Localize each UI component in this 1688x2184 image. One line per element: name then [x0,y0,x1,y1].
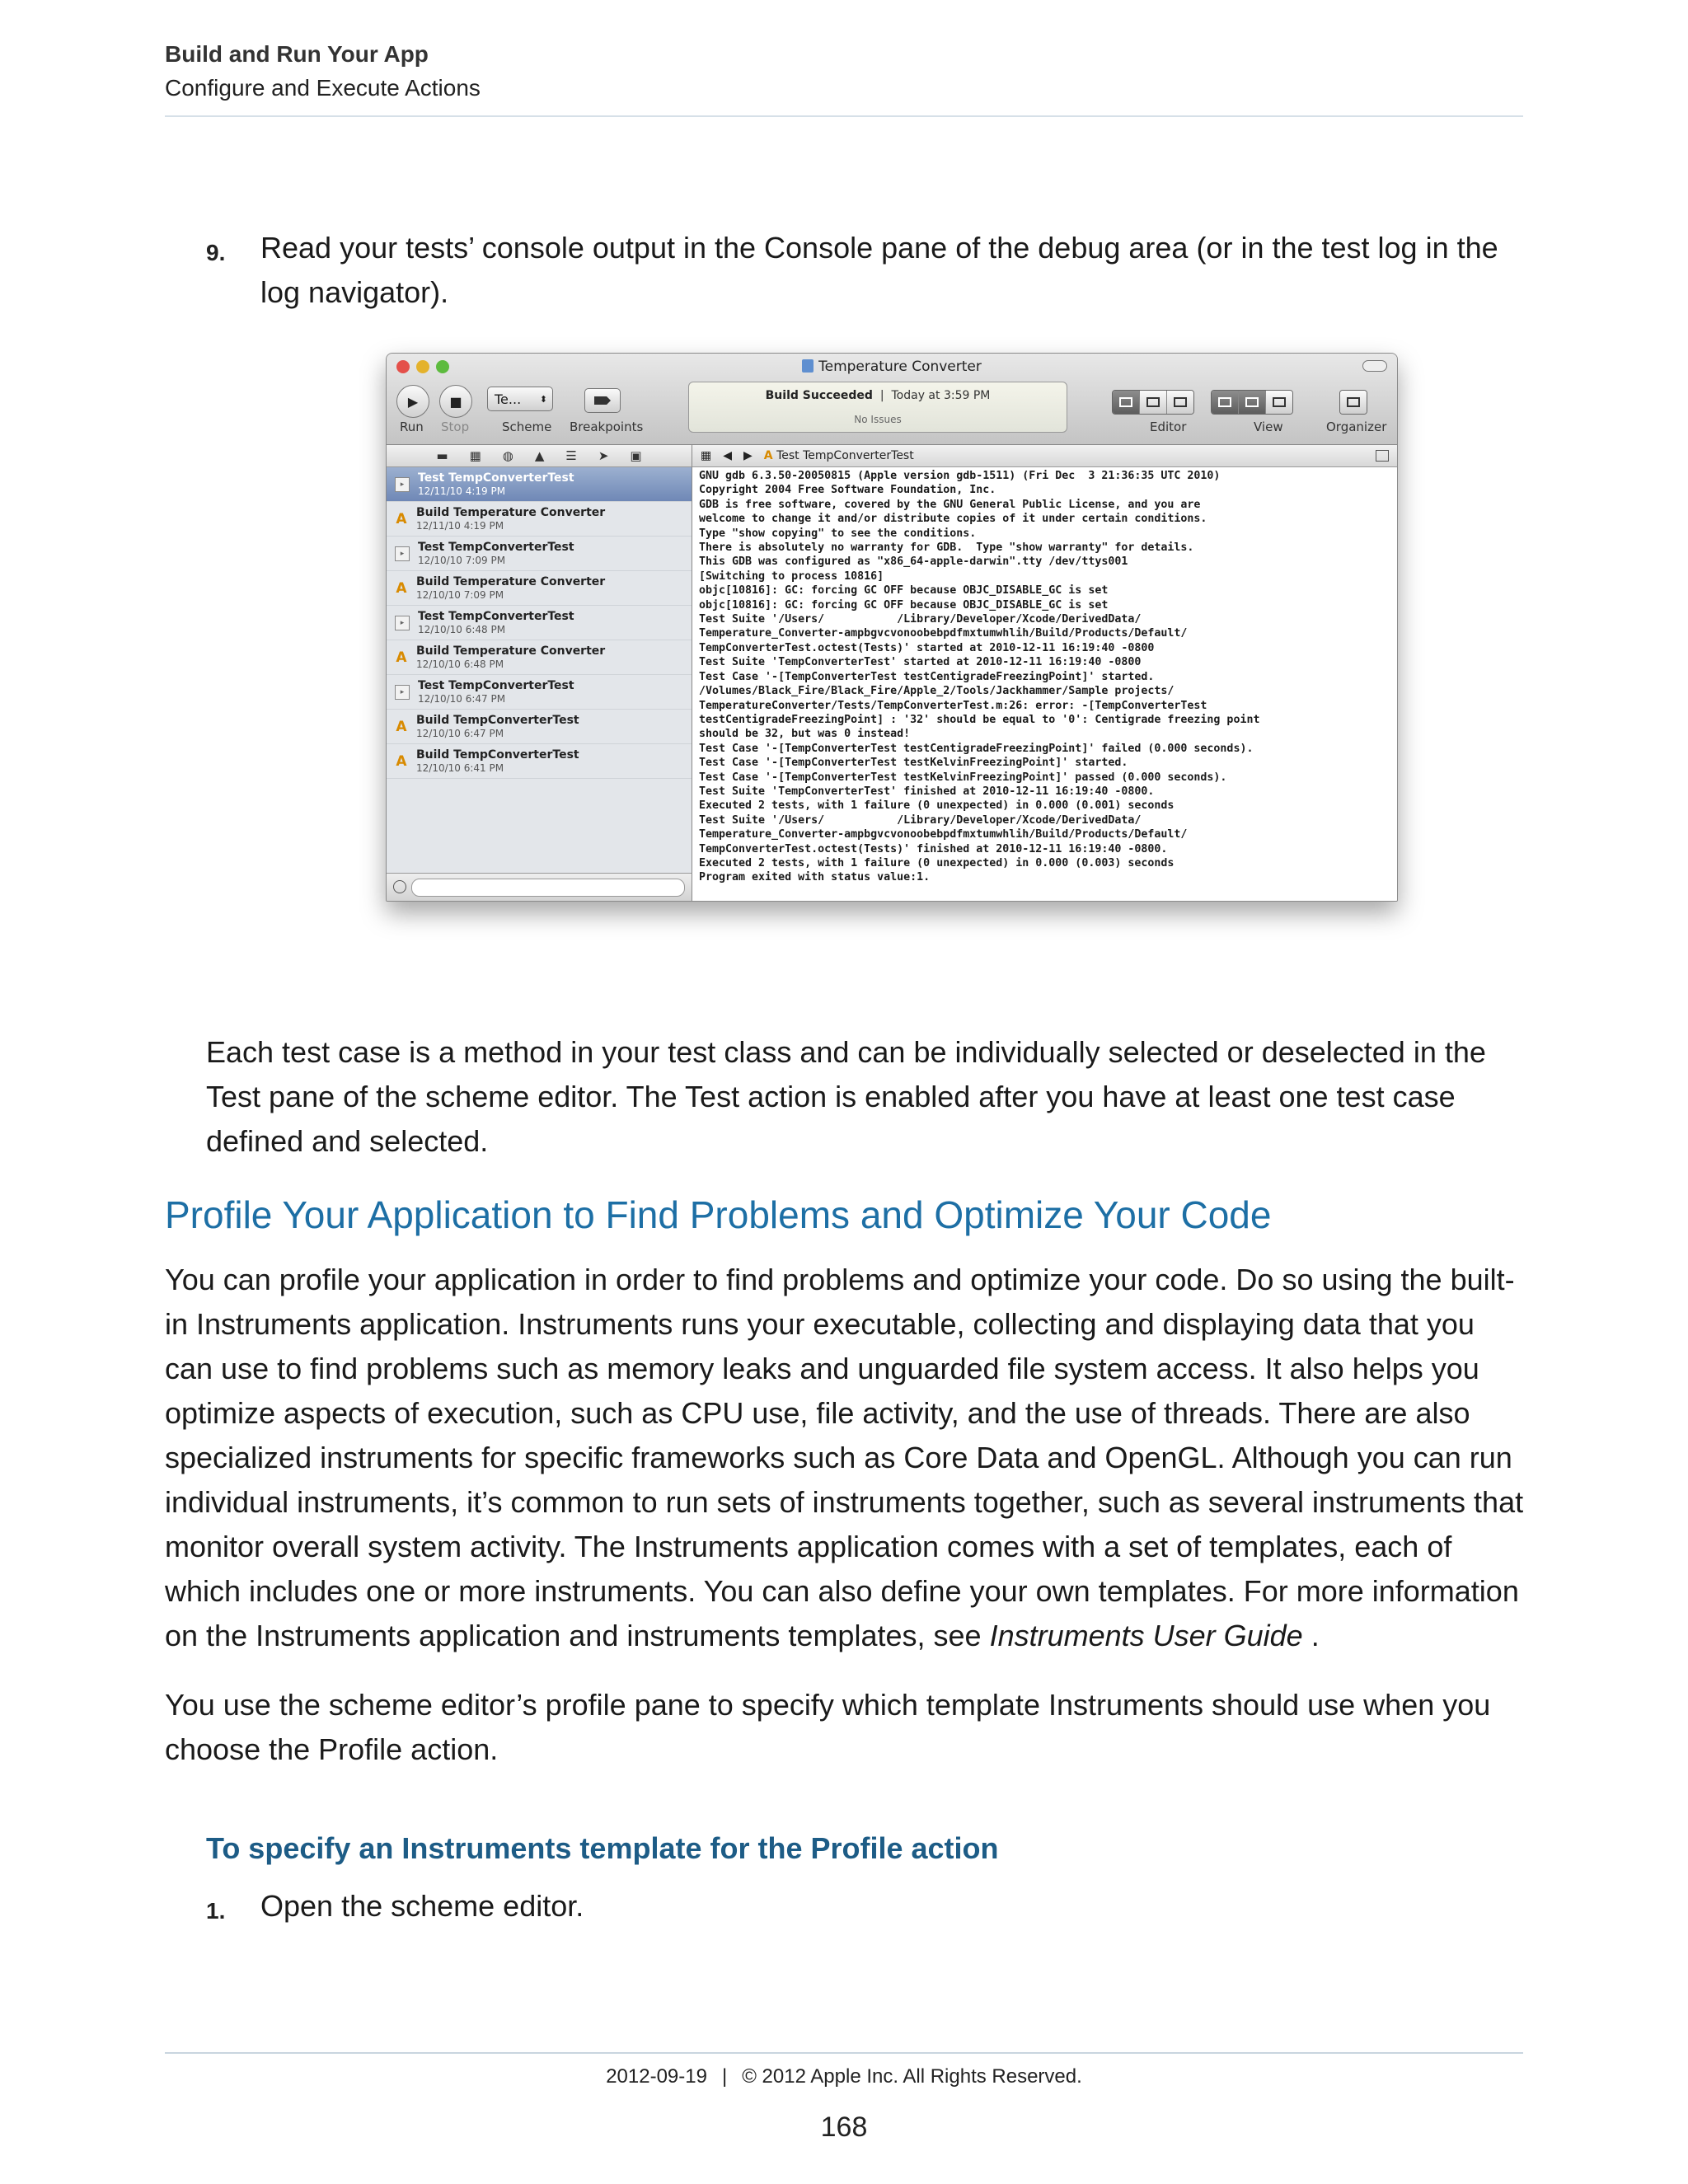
back-arrow-icon[interactable]: ◀ [723,449,733,462]
split-view-icon[interactable] [1376,450,1389,462]
footer: 2012-09-19 | © 2012 Apple Inc. All Rights Reserved. [606,2065,1082,2088]
build-icon: A [396,510,407,527]
test-icon: ▸ [395,546,410,561]
breakpoints-button[interactable] [584,388,621,413]
view-segmented-control[interactable] [1211,390,1293,415]
step-1 [206,1884,1525,1933]
recent-icon[interactable] [393,880,406,893]
test-icon: ▸ [395,685,410,700]
project-icon [802,359,814,373]
log-item-date: 12/10/10 6:48 PM [418,623,506,635]
build-icon: A [396,649,407,666]
chapter-title: Build and Run Your App [165,41,429,67]
step-text: Open the scheme editor. [260,1889,584,1923]
log-item-title: Test TempConverterTest [418,540,574,554]
section-heading: Profile Your Application to Find Problems and Optimize Your Code [165,1193,1272,1236]
build-status: Build Succeeded [765,389,873,402]
stop-label: Stop [441,419,470,434]
section-name: Configure and Execute Actions [165,75,481,101]
jump-bar [692,445,1397,467]
paragraph-profile-pane: You use the scheme editor’s profile pane to specify which template Instruments should use when you choose the Profile action. [165,1688,1491,1766]
run-button[interactable] [396,385,429,418]
version-editor-icon[interactable] [1167,391,1193,414]
log-item-title: Test TempConverterTest [418,609,574,623]
symbol-icon[interactable]: ▦ [469,448,481,463]
jump-bar-item[interactable]: Test TempConverterTest [776,449,914,462]
log-item[interactable] [387,640,692,675]
paragraph-profile-intro: You can profile your application in order to find problems and optimize your code. Do so using the built-in Instruments application. Instruments runs your executable, collecting and displaying data that you can use to find problems such as memory leaks and unguarded file system access. It also helps you optimize aspects of execution, such as CPU use, file activity, and the use of threads. There are also specialized instruments for specific frameworks such as Core Data and OpenGL. Although you can run individual instruments, it’s common to run sets of instruments together, such as several instruments that monitor overall system activity. The Instruments application comes with a set of templates, each of which includes one or more instruments. You can also define your own templates. For more information on the Instruments application and instruments templates, see Instruments User Guide . [165,1263,1524,1652]
paragraph-test-case: Each test case is a method in your test class and can be individually selected or deselected in the Test pane of the scheme editor. The Test action is enabled after you have at least one test case defined and selected. [206,1035,1486,1158]
breakpoint-nav-icon[interactable]: ➤ [598,448,609,463]
test-icon: ▸ [395,477,410,492]
issue-icon[interactable]: ▲ [534,448,545,463]
log-item[interactable] [387,710,692,744]
log-item[interactable] [387,744,692,779]
log-item-title: Build TempConverterTest [416,713,579,727]
log-item-title: Test TempConverterTest [418,678,574,692]
log-item-date: 12/10/10 6:47 PM [418,692,506,705]
toolbar-toggle-button[interactable] [1362,360,1387,372]
play-icon: ▶ [407,393,419,410]
scheme-label: Scheme [502,419,552,434]
navigator-selector-bar [387,445,692,467]
build-icon: A [396,752,407,770]
log-icon[interactable]: ▣ [630,448,642,463]
instruments-guide-reference[interactable]: Instruments User Guide [989,1619,1303,1652]
search-icon[interactable]: ◍ [502,448,513,463]
build-icon: A [396,579,407,597]
list-icon[interactable]: ☰ [565,448,577,463]
log-item[interactable] [387,537,692,571]
filter-input[interactable] [411,879,685,897]
log-item-title: Build Temperature Converter [416,505,606,519]
log-item[interactable] [387,675,692,710]
task-heading: To specify an Instruments template for the Profile action [206,1831,999,1865]
updown-chevron-icon: ⬍ [539,394,547,405]
page-number: 168 [820,2111,868,2143]
log-item[interactable] [387,571,692,606]
organizer-label: Organizer [1326,419,1387,434]
log-item-title: Build Temperature Converter [416,574,606,588]
window-title: Temperature Converter [387,359,1397,375]
test-icon: ▸ [395,616,410,630]
folder-icon[interactable]: ▬ [436,448,448,463]
log-item-date: 12/10/10 6:47 PM [416,727,504,739]
standard-editor-icon[interactable] [1113,391,1140,414]
editor-label: Editor [1150,419,1187,434]
footer-rule [165,2052,1523,2054]
log-navigator [387,467,692,873]
step-number: 9. [206,240,226,265]
breakpoint-icon [594,396,611,405]
window-toolbar [387,354,1397,445]
step-9 [206,226,1525,315]
log-item[interactable] [387,467,692,502]
log-item-date: 12/11/10 4:19 PM [418,485,506,497]
log-item-date: 12/10/10 6:48 PM [416,658,504,670]
utilities-toggle-icon[interactable] [1266,391,1292,414]
navigator-filter-bar [387,873,692,902]
console-pane[interactable] [692,467,1397,901]
console-output: GNU gdb 6.3.50-20050815 (Apple version gdb-1511) (Fri Dec 3 21:36:35 UTC 2010) Copyright 2004 Free Software Foundation, Inc. GDB is free software, covered by the GNU General Public License, and you are welcome to change it and/or distribute copies of it under certain conditions. Type "show copying" to see the conditions. There is absolutely no warranty for GDB. Type "show warranty" for details. This GDB was configured as "x86_64-apple-darwin".tty /dev/ttys001 [Switching to process 10816] objc[10816]: GC: forcing GC OFF because OBJC_DISABLE_GC is set objc[10816]: GC: forcing GC OFF because OBJC_DISABLE_GC is set Test Suite '/Users/ /Library/Developer/Xcode/DerivedData/ Temperature_Converter-ampbgvcvonoobebpdfmxtumwhlih/Build/Products/Default/ TempConverterTest.octest(Tests)' started at 2010-12-11 16:19:40 -0800 Test Suite 'TempConverterTest' started at 2010-12-11 16:19:40 -0800 Test Case '-[TempConverterTest testCentigradeFreezingPoint]' started. /Volumes/Black_Fire/Black_Fire/Apple_2/Tools/Jackhammer/Sample projects/ TemperatureConverter/Tests/TempConverterTest.m:26: error: -[TempConverterTest testCentigradeFreezingPoint] : '32' should be equal to '0': Centigrade freezing point should be 32, but was 0 instead! Test Case '-[TempConverterTest testCentigradeFreezingPoint]' failed (0.000 seconds). Test Case '-[TempConverterTest testKelvinFreezingPoint]' started. Test Case '-[TempConverterTest testKelvinFreezingPoint]' passed (0.000 seconds). Test Suite 'TempConverterTest' finished at 2010-12-11 16:19:40 -0800. Executed 2 tests, with 1 failure (0 unexpected) in 0.000 (0.001) seconds Test Suite '/Users/ /Library/Developer/Xcode/DerivedData/ Temperature_Converter-ampbgvcvonoobebpdfmxtumwhlih/Build/Products/Default/ TempConverterTest.octest(Tests)' finished at 2010-12-11 16:19:40 -0800. Executed 2 tests, with 1 failure (0 unexpected) in 0.000 (0.003) seconds Program exited with status value:1. [699,470,1260,884]
build-icon: A [396,718,407,735]
step-text: Read your tests’ console output in the Console pane of the debug area (or in the test log in the log navigator). [260,231,1498,309]
editor-segmented-control[interactable] [1112,390,1194,415]
navigator-toggle-icon[interactable] [1212,391,1239,414]
stop-button[interactable] [439,385,472,418]
stop-icon: ■ [449,393,462,410]
footer-copyright: © 2012 Apple Inc. All Rights Reserved. [742,2065,1082,2088]
run-label: Run [400,419,424,434]
forward-arrow-icon[interactable]: ▶ [743,449,753,462]
build-time: Today at 3:59 PM [891,389,991,402]
footer-date: 2012-09-19 [606,2065,707,2088]
header-rule [165,115,1523,117]
issues-status: No Issues [854,414,902,425]
log-item-title: Build TempConverterTest [416,748,579,762]
build-log-icon: A [763,449,773,462]
log-item-date: 12/11/10 4:19 PM [416,519,504,532]
log-item-title: Test TempConverterTest [418,471,574,485]
log-item[interactable] [387,502,692,537]
view-label: View [1254,419,1283,434]
log-item-date: 12/10/10 7:09 PM [418,554,506,566]
scheme-popup[interactable]: Te... ⬍ [487,387,553,411]
log-item-date: 12/10/10 7:09 PM [416,588,504,601]
assistant-editor-icon[interactable] [1140,391,1167,414]
debug-area-toggle-icon[interactable] [1239,391,1266,414]
log-item[interactable] [387,606,692,640]
organizer-button[interactable] [1339,390,1367,415]
grid-icon[interactable]: ▦ [701,449,712,462]
xcode-window-screenshot [386,353,1398,902]
running-header [165,38,1523,105]
step-number: 1. [206,1898,226,1924]
activity-viewer: Build Succeeded | Today at 3:59 PM No Issues [688,382,1067,433]
organizer-icon[interactable] [1340,391,1367,414]
breakpoints-label: Breakpoints [570,419,644,434]
log-item-title: Build Temperature Converter [416,644,606,658]
log-item-date: 12/10/10 6:41 PM [416,762,504,774]
